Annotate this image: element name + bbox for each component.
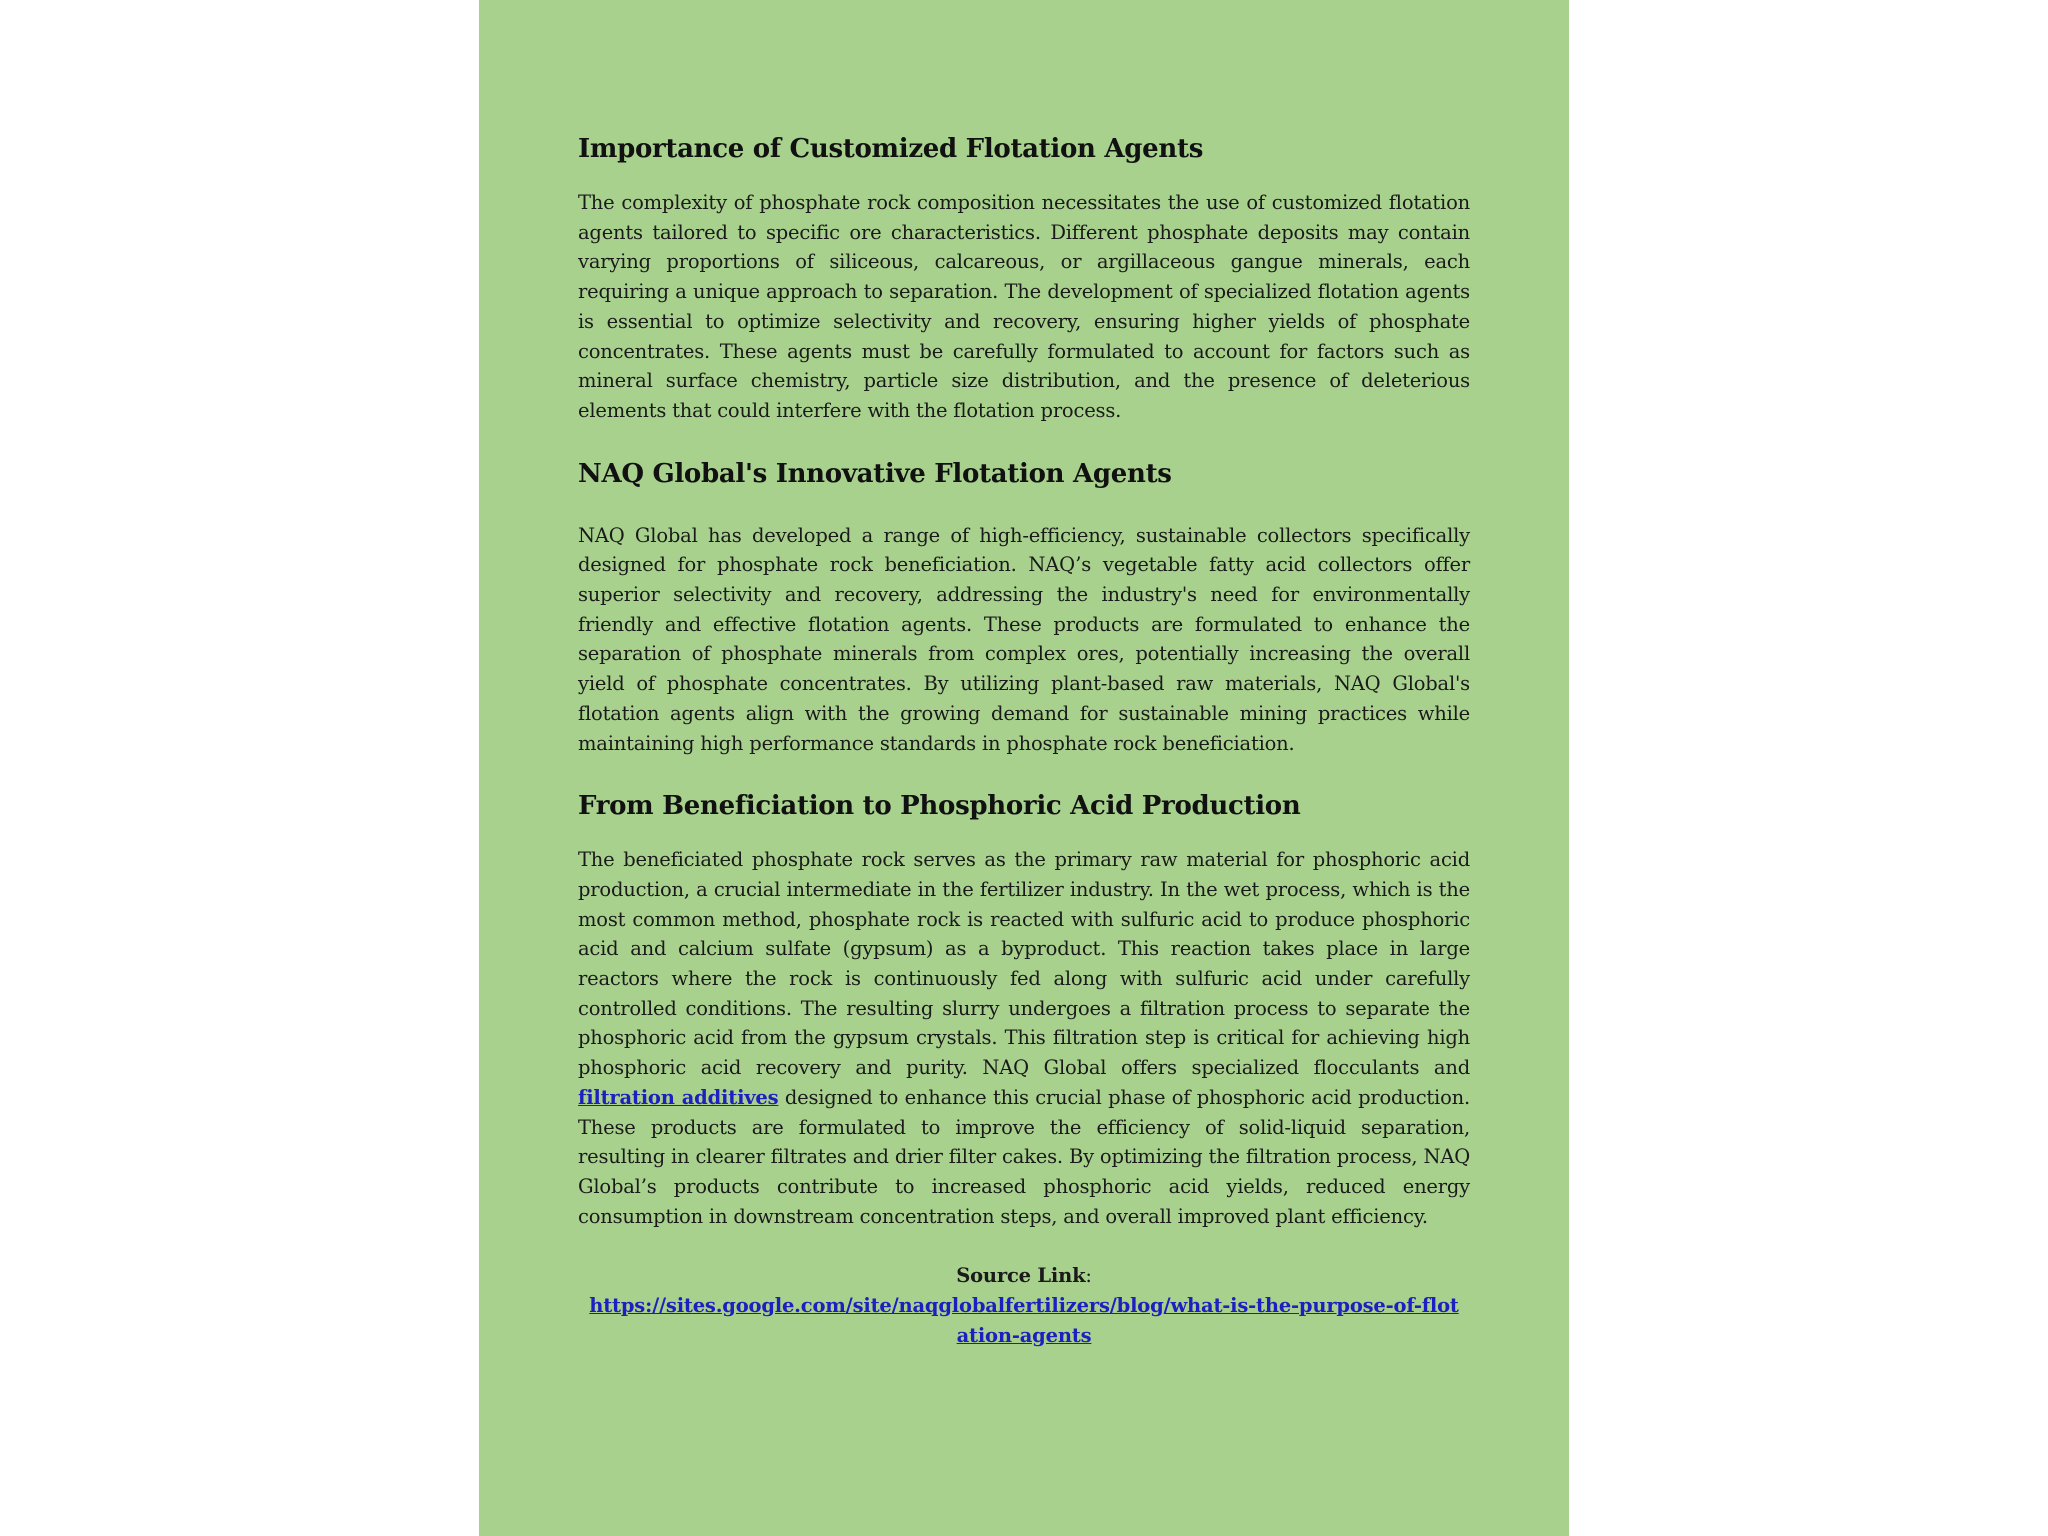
heading-customized-flotation-agents: Importance of Customized Flotation Agents xyxy=(578,134,1204,164)
source-label xyxy=(578,1261,1470,1291)
paragraph-text-before-link: The beneficiated phosphate rock serves as the primary raw material for phosphoric acid production, a crucial intermediate in the fertilizer industry. In the wet process, which is the most common method, phosphate rock is reacted with sulfuric acid to produce phosphoric acid and calcium sulfate (gypsum) as a byproduct. This reaction takes place in large reactors where the rock is continuously fed along with sulfuric acid under carefully controlled conditions. The resulting slurry undergoes a filtration process to separate the phosphoric acid from the gypsum crystals. This filtration step is critical for achieving high phosphoric acid recovery and purity. NAQ Global offers specialized flocculants and xyxy=(578,848,1470,1080)
paragraph-text-after-link: designed to enhance this crucial phase of phosphoric acid production. These products are formulated to improve the efficiency of solid-liquid separation, resulting in clearer filtrates and drier filter cakes. By optimizing the filtration process, NAQ Global’s products contribute to increased phosphoric acid yields, reduced energy consumption in downstream concentration steps, and overall improved plant efficiency. xyxy=(578,1085,1470,1228)
heading-naq-innovative-agents: NAQ Global's Innovative Flotation Agents xyxy=(578,458,1172,489)
paragraph-naq-innovative-agents: NAQ Global has developed a range of high-efficiency, sustainable collectors specifically designed for phosphate rock beneficiation. NAQ’s vegetable fatty acid collectors offer superior selectivity and recovery, addressing the industry's need for environmentally friendly and effective flotation agents. These products are formulated to enhance the separation of phosphate minerals from complex ores, potentially increasing the overall yield of phosphate concentrates. By utilizing plant-based raw materials, NAQ Global's flotation agents align with the growing demand for sustainable mining practices while maintaining high performance standards in phosphate rock beneficiation. xyxy=(578,523,1470,755)
document-page xyxy=(479,0,1569,1536)
source-label-colon: : xyxy=(1085,1264,1092,1288)
source-label-text: Source Link xyxy=(956,1264,1086,1288)
source-block xyxy=(578,1261,1470,1350)
paragraph-customized-flotation-agents: The complexity of phosphate rock composition necessitates the use of customized flotation agents tailored to specific ore characteristics. Different phosphate deposits may contain varying proportions of siliceous, calcareous, or argillaceous gangue minerals, each requiring a unique approach to separation. The development of specialized flotation agents is essential to optimize selectivity and recovery, ensuring higher yields of phosphate concentrates. These agents must be carefully formulated to account for factors such as mineral surface chemistry, particle size distribution, and the presence of deleterious elements that could interfere with the flotation process. xyxy=(578,191,1470,422)
filtration-additives-link[interactable]: filtration additives xyxy=(578,1085,779,1109)
heading-phosphoric-acid-production: From Beneficiation to Phosphoric Acid Production xyxy=(578,791,1301,822)
source-url-link[interactable]: https://sites.google.com/site/naqglobalfertilizers/blog/what-is-the-purpose-of-flotation-agents xyxy=(589,1294,1459,1347)
paragraph-phosphoric-acid-production xyxy=(578,845,1470,1231)
document-content xyxy=(578,132,1470,1351)
